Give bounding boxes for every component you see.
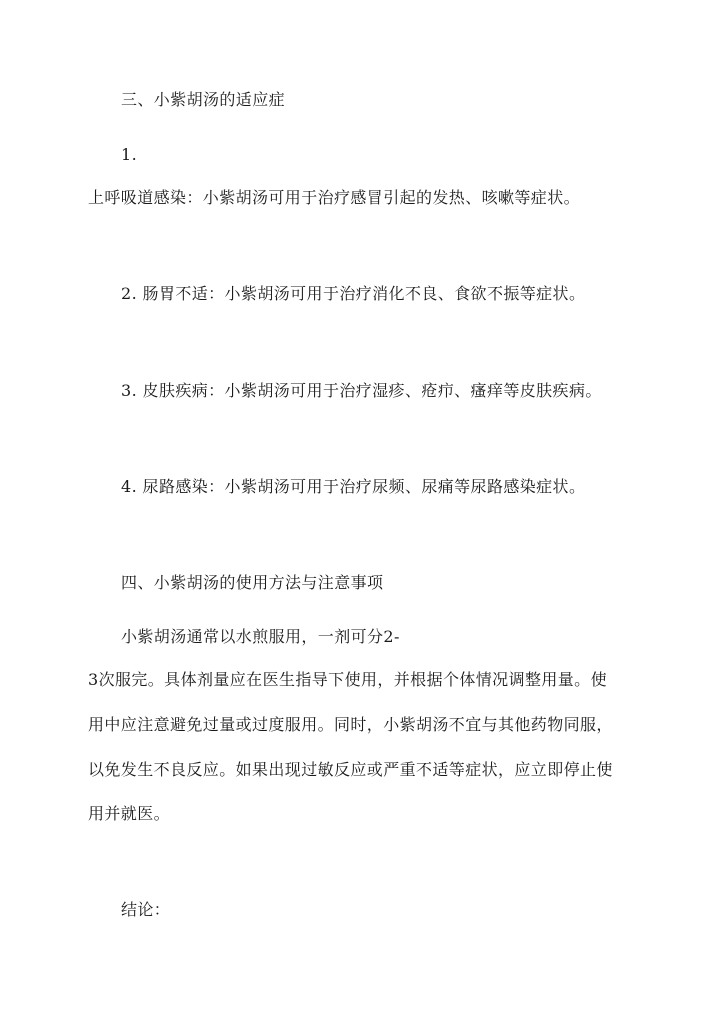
paragraph-line-1: 小紫胡汤通常以水煎服用，一剂可分2- bbox=[121, 627, 400, 646]
paragraph-line-3: 用中应注意避免过量或过度服用。同时，小紫胡汤不宜与其他药物同服， bbox=[88, 715, 613, 734]
section-4-heading: 四、小紫胡汤的使用方法与注意事项 bbox=[121, 573, 384, 592]
list-item-1-number: 1. bbox=[121, 145, 138, 164]
list-item-2: 2. 肠胃不适：小紫胡汤可用于治疗消化不良、食欲不振等症状。 bbox=[121, 284, 586, 303]
paragraph-line-2: 3次服完。具体剂量应在医生指导下使用，并根据个体情况调整用量。使 bbox=[88, 670, 607, 689]
list-item-4: 4. 尿路感染：小紫胡汤可用于治疗尿频、尿痛等尿路感染症状。 bbox=[121, 477, 586, 496]
conclusion-heading: 结论： bbox=[121, 900, 171, 919]
list-item-1-text: 上呼吸道感染：小紫胡汤可用于治疗感冒引起的发热、咳嗽等症状。 bbox=[88, 188, 581, 207]
section-3-heading: 三、小紫胡汤的适应症 bbox=[121, 90, 286, 109]
paragraph-line-4: 以免发生不良反应。如果出现过敏反应或严重不适等症状，应立即停止使 bbox=[88, 760, 613, 779]
paragraph-line-5: 用并就医。 bbox=[88, 804, 171, 823]
list-item-3: 3. 皮肤疾病：小紫胡汤可用于治疗湿疹、疮疖、瘙痒等皮肤疾病。 bbox=[121, 381, 602, 400]
